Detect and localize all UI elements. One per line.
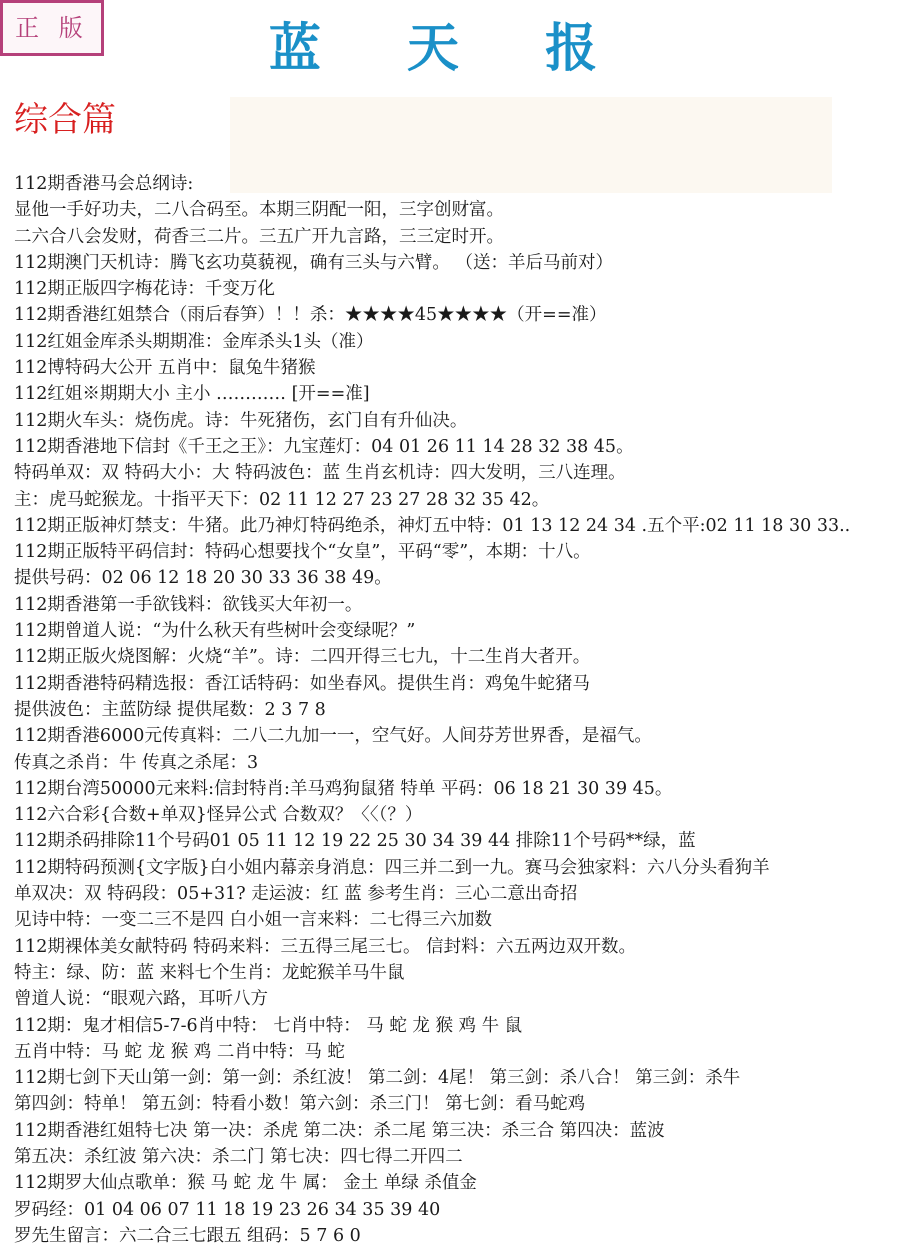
text-line: 二六合八会发财，荷香三二片。三五广开九言路，三三定时开。 <box>14 226 504 247</box>
text-line: 112期：鬼才相信5-7-6肖中特： 七肖中特： 马 蛇 龙 猴 鸡 牛 鼠 <box>14 1015 523 1036</box>
text-line: 112红姐金库杀头期期准：金库杀头1头（准） <box>14 331 374 352</box>
text-line: 112期正版特平码信封：特码心想要找个“女皇”，平码“零”，本期：十八。 <box>14 542 591 563</box>
text-line: 112期台湾50000元来料:信封特肖:羊马鸡狗鼠猪 特单 平码：06 18 21 30 39 45。 <box>14 778 673 799</box>
text-line: 112期杀码排除11个号码01 05 11 12 19 22 25 30 34 39 44 排除11个号码**绿，蓝 <box>14 831 696 852</box>
text-line: 提供号码：02 06 12 18 20 30 33 36 38 49。 <box>14 568 392 589</box>
text-line: 罗先生留言：六二合三七跟五 组码：5 7 6 0 <box>14 1225 361 1246</box>
text-line: 112期火车头：烧伤虎。诗：牛死猪伤，玄门自有升仙决。 <box>14 410 468 431</box>
text-line: 112期特码预测{文字版}白小姐内幕亲身消息：四三并二到一九。赛马会独家料：六八分头看狗羊 <box>14 857 770 878</box>
text-line: 112六合彩{合数+单双}怪异公式 合数双？〈〈（？） <box>14 805 423 826</box>
text-line: 112期香港红姐禁合（雨后春笋）！！杀：★★★★45★★★★（开==准） <box>14 305 607 326</box>
edition-badge: 正 版 <box>0 0 104 56</box>
section-heading: 综合篇 <box>14 100 116 140</box>
text-line: 显他一手好功夫，二八合码至。本期三阴配一阳，三字创财富。 <box>14 200 504 221</box>
text-line: 112期正版火烧图解：火烧“羊”。诗：二四开得三七九，十二生肖大者开。 <box>14 647 591 668</box>
text-line: 提供波色：主蓝防绿 提供尾数：2 3 7 8 <box>14 699 326 720</box>
text-line: 112博特码大公开 五肖中：鼠兔牛猪猴 <box>14 358 316 379</box>
text-line: 曾道人说：“眼观六路，耳听八方 <box>14 989 268 1010</box>
text-line: 112期香港地下信封《千王之王》：九宝莲灯：04 01 26 11 14 28 32 38 45。 <box>14 436 634 457</box>
text-line: 112期曾道人说：“为什么秋天有些树叶会变绿呢？” <box>14 621 416 642</box>
text-line: 112期香港6000元传真料：二八二九加一一，空气好。人间芬芳世界香，是福气。 <box>14 726 652 747</box>
text-line: 特码单双：双 特码大小：大 特码波色：蓝 生肖玄机诗：四大发明，三八连理。 <box>14 463 626 484</box>
page-title: 蓝 天 报 <box>268 18 632 79</box>
text-line: 112期正版四字梅花诗：千变万化 <box>14 279 275 300</box>
text-line: 单双决：双 特码段：05+31? 走运波：红 蓝 参考生肖：三心二意出奇招 <box>14 884 578 905</box>
text-line: 112期香港红姐特七决 第一决：杀虎 第二决：杀二尾 第三决：杀三合 第四决：蓝波 <box>14 1120 665 1141</box>
text-line: 罗码经：01 04 06 07 11 18 19 23 26 34 35 39 40 <box>14 1199 441 1220</box>
text-line: 112期裸体美女献特码 特码来料：三五得三尾三七。 信封料：六五两边双开数。 <box>14 936 637 957</box>
text-line: 112期香港马会总纲诗: <box>14 174 194 194</box>
text-line: 112期七剑下天山第一剑：第一剑：杀红波！ 第二剑：4尾！ 第三剑：杀八合！ 第三剑：杀牛 <box>14 1068 741 1089</box>
text-line: 传真之杀肖：牛 传真之杀尾：3 <box>14 752 259 773</box>
text-line: 112期澳门天机诗：腾飞玄功莫藐视，确有三头与六臂。 （送：羊后马前对） <box>14 252 613 273</box>
text-lines <box>14 171 898 1249</box>
text-line: 112期罗大仙点歌单：猴 马 蛇 龙 牛 属： 金土 单绿 杀值金 <box>14 1173 477 1194</box>
text-line: 112期香港第一手欲钱料：欲钱买大年初一。 <box>14 594 363 615</box>
text-line: 第五决：杀红波 第六决：杀二门 第七决：四七得二开四二 <box>14 1146 463 1167</box>
text-line: 112红姐※期期大小 主小 ………… [开==准] <box>14 384 370 405</box>
text-line: 见诗中特：一变二三不是四 白小姐一言来料：二七得三六加数 <box>14 910 493 931</box>
text-line: 特主：绿、防：蓝 来料七个生肖：龙蛇猴羊马牛鼠 <box>14 962 405 983</box>
text-line: 五肖中特：马 蛇 龙 猴 鸡 二肖中特：马 蛇 <box>14 1041 345 1062</box>
text-line: 主：虎马蛇猴龙。十指平天下：02 11 12 27 23 27 28 32 35 42。 <box>14 489 550 510</box>
text-line: 第四剑：特单！ 第五剑：特看小数！第六剑：杀三门！ 第七剑：看马蛇鸡 <box>14 1094 586 1115</box>
text-line: 112期正版神灯禁支：牛猪。此乃神灯特码绝杀，神灯五中特：01 13 12 24 34 .五个平:02 11 18 30 33.. <box>14 515 851 536</box>
text-line: 112期香港特码精选报：香江话特码：如坐春风。提供生肖：鸡兔牛蛇猪马 <box>14 673 590 694</box>
